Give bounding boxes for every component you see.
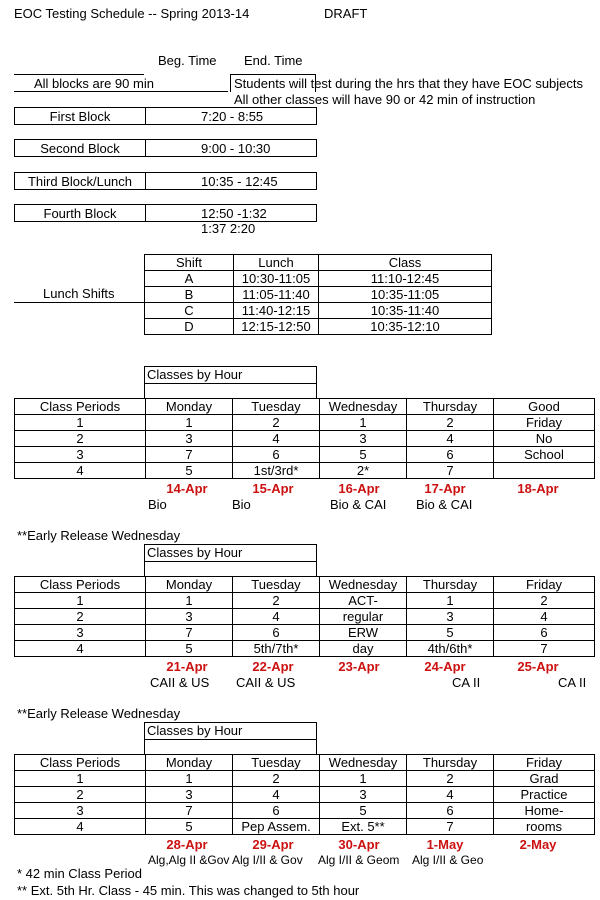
- extra-time: 1:37 2:20: [201, 221, 256, 236]
- schedule-cell: 3: [146, 431, 233, 447]
- schedule-cell: 1: [320, 415, 407, 431]
- eoc-subject-label: Bio & CAI: [416, 497, 473, 512]
- schedule-cell: ERW: [320, 625, 407, 641]
- block-time: 7:20 - 8:55: [201, 109, 264, 124]
- schedule-row: [15, 819, 595, 835]
- schedule-cell: 4: [233, 787, 320, 803]
- date-label: 21-Apr: [166, 659, 208, 674]
- lunch-cell: D: [145, 319, 234, 335]
- schedule-cell: 4: [15, 641, 146, 657]
- eoc-subject-label: CAII & US: [150, 675, 210, 690]
- schedule-cell: Home-: [494, 803, 595, 819]
- schedule-cell: 7: [407, 819, 494, 835]
- classes-by-hour-box: [144, 544, 317, 577]
- cell-divider: [145, 173, 146, 189]
- eoc-subject-label: CA II: [452, 675, 481, 690]
- draft-label: DRAFT: [324, 6, 368, 21]
- eoc-subject-label: Alg I/II & Gov: [232, 853, 303, 867]
- date-label: 30-Apr: [338, 837, 380, 852]
- schedule-cell: 7: [146, 803, 233, 819]
- date-label: 14-Apr: [166, 481, 208, 496]
- schedule-cell: Friday: [494, 755, 595, 771]
- block-name: Fourth Block: [43, 206, 117, 221]
- lunch-cell: C: [145, 303, 234, 319]
- schedule-cell: 7: [407, 463, 494, 479]
- classes-by-hour-label: Classes by Hour: [147, 545, 243, 560]
- schedule-cell: Wednesday: [320, 577, 407, 593]
- cell-divider: [145, 108, 146, 124]
- date-label: 16-Apr: [338, 481, 380, 496]
- schedule-cell: 7: [494, 641, 595, 657]
- schedule-row: [15, 463, 595, 479]
- block-name: First Block: [49, 109, 111, 124]
- rule: [14, 91, 228, 92]
- schedule-cell: 6: [494, 625, 595, 641]
- rule: [14, 302, 144, 303]
- others-note: All other classes will have 90 or 42 min of instruction: [234, 92, 536, 107]
- eoc-subject-label: CAII & US: [236, 675, 296, 690]
- lunch-cell: 11:05-11:40: [234, 287, 319, 303]
- date-label: 1-May: [426, 837, 464, 852]
- lunch-cell: Shift: [145, 255, 234, 271]
- date-label: 24-Apr: [424, 659, 466, 674]
- date-label: 17-Apr: [424, 481, 466, 496]
- schedule-row: [15, 447, 595, 463]
- date-label: 23-Apr: [338, 659, 380, 674]
- schedule-cell: 3: [146, 787, 233, 803]
- schedule-row: [15, 803, 595, 819]
- date-label: 29-Apr: [252, 837, 294, 852]
- lunch-cell: 10:35-11:05: [319, 287, 492, 303]
- block-row: [14, 107, 317, 125]
- lunch-row: [145, 287, 492, 303]
- date-label: 22-Apr: [252, 659, 294, 674]
- schedule-cell: 2: [233, 593, 320, 609]
- blocks-note: All blocks are 90 min: [34, 76, 154, 91]
- schedule-cell: regular: [320, 609, 407, 625]
- schedule-cell: 6: [407, 803, 494, 819]
- schedule-cell: 3: [320, 787, 407, 803]
- lunch-header-row: [145, 255, 492, 271]
- schedule-cell: day: [320, 641, 407, 657]
- lunch-cell: A: [145, 271, 234, 287]
- schedule-row: [15, 593, 595, 609]
- schedule-table: [14, 576, 595, 657]
- rule: [145, 561, 316, 562]
- lunch-row: [145, 303, 492, 319]
- schedule-cell: 1: [146, 415, 233, 431]
- schedule-cell: 4: [407, 431, 494, 447]
- schedule-cell: Thursday: [407, 399, 494, 415]
- schedule-cell: 5: [320, 447, 407, 463]
- schedule-cell: 7: [146, 625, 233, 641]
- schedule-cell: 5: [320, 803, 407, 819]
- schedule-cell: Practice: [494, 787, 595, 803]
- early-release-note: **Early Release Wednesday: [17, 706, 181, 721]
- schedule-cell: Tuesday: [233, 755, 320, 771]
- date-label: 18-Apr: [517, 481, 559, 496]
- schedule-row: [15, 641, 595, 657]
- block-time: 9:00 - 10:30: [201, 141, 271, 156]
- classes-by-hour-label: Classes by Hour: [147, 367, 243, 382]
- schedule-cell: No: [494, 431, 595, 447]
- schedule-cell: 2: [15, 609, 146, 625]
- date-label: 15-Apr: [252, 481, 294, 496]
- schedule-cell: 2*: [320, 463, 407, 479]
- schedule-cell: 4: [233, 609, 320, 625]
- schedule-cell: 1st/3rd*: [233, 463, 320, 479]
- eoc-subject-label: CA II: [558, 675, 587, 690]
- schedule-cell: 3: [15, 625, 146, 641]
- schedule-cell: rooms: [494, 819, 595, 835]
- rule: [145, 739, 316, 740]
- schedule-cell: 1: [146, 771, 233, 787]
- schedule-header-row: [15, 399, 595, 415]
- cell-divider: [145, 205, 146, 221]
- schedule-cell: 5: [146, 463, 233, 479]
- schedule-cell: Pep Assem.: [233, 819, 320, 835]
- schedule-cell: 3: [15, 803, 146, 819]
- schedule-cell: 2: [494, 593, 595, 609]
- schedule-cell: 2: [233, 415, 320, 431]
- lunch-cell: Class: [319, 255, 492, 271]
- end-time-header: End. Time: [244, 53, 303, 68]
- schedule-cell: 4: [15, 819, 146, 835]
- footnote-ext5: ** Ext. 5th Hr. Class - 45 min. This was changed to 5th hour: [17, 883, 360, 898]
- schedule-cell: 4: [494, 609, 595, 625]
- schedule-cell: Monday: [146, 755, 233, 771]
- schedule-cell: 5: [146, 641, 233, 657]
- schedule-cell: Class Periods: [15, 399, 146, 415]
- schedule-cell: Tuesday: [233, 399, 320, 415]
- early-release-note: **Early Release Wednesday: [17, 528, 181, 543]
- schedule-cell: 2: [15, 431, 146, 447]
- rule: [145, 383, 316, 384]
- lunch-table: [144, 254, 492, 335]
- block-row: [14, 139, 317, 157]
- classes-by-hour-box: [144, 366, 317, 399]
- lunch-cell: B: [145, 287, 234, 303]
- schedule-cell: 4th/6th*: [407, 641, 494, 657]
- block-row: [14, 172, 317, 190]
- schedule-table: [14, 398, 595, 479]
- rule: [14, 74, 144, 75]
- block-name: Second Block: [40, 141, 120, 156]
- schedule-row: [15, 431, 595, 447]
- schedule-header-row: [15, 577, 595, 593]
- schedule-cell: Thursday: [407, 577, 494, 593]
- beg-time-header: Beg. Time: [158, 53, 217, 68]
- date-label: 25-Apr: [517, 659, 559, 674]
- schedule-cell: 5: [407, 625, 494, 641]
- block-name: Third Block/Lunch: [27, 174, 133, 189]
- lunch-row: [145, 271, 492, 287]
- schedule-row: [15, 625, 595, 641]
- schedule-cell: Tuesday: [233, 577, 320, 593]
- schedule-cell: 5th/7th*: [233, 641, 320, 657]
- schedule-cell: Class Periods: [15, 755, 146, 771]
- lunch-cell: 12:15-12:50: [234, 319, 319, 335]
- eoc-subject-label: Alg I/II & Geo: [412, 853, 484, 867]
- block-row: [14, 204, 317, 222]
- schedule-cell: Monday: [146, 399, 233, 415]
- lunch-shifts-label: Lunch Shifts: [43, 286, 115, 301]
- schedule-cell: 4: [233, 431, 320, 447]
- schedule-row: [15, 771, 595, 787]
- schedule-row: [15, 415, 595, 431]
- lunch-row: [145, 319, 492, 335]
- eoc-subject-label: Bio: [232, 497, 251, 512]
- eoc-subject-label: Alg I/II & Geom: [318, 853, 400, 867]
- schedule-cell: 2: [407, 415, 494, 431]
- schedule-cell: 6: [233, 625, 320, 641]
- schedule-table: [14, 754, 595, 835]
- eoc-subject-label: Bio & CAI: [330, 497, 387, 512]
- lunch-cell: Lunch: [234, 255, 319, 271]
- date-label: 28-Apr: [166, 837, 208, 852]
- schedule-cell: [494, 463, 595, 479]
- schedule-cell: School: [494, 447, 595, 463]
- schedule-cell: Good: [494, 399, 595, 415]
- schedule-cell: Wednesday: [320, 755, 407, 771]
- schedule-cell: 6: [233, 803, 320, 819]
- schedule-row: [15, 609, 595, 625]
- footnote-42min: * 42 min Class Period: [17, 866, 142, 881]
- schedule-cell: 2: [233, 771, 320, 787]
- students-note: Students will test during the hrs that they have EOC subjects: [234, 76, 584, 91]
- schedule-cell: Thursday: [407, 755, 494, 771]
- schedule-cell: 3: [407, 609, 494, 625]
- schedule-cell: 5: [146, 819, 233, 835]
- classes-by-hour-label: Classes by Hour: [147, 723, 243, 738]
- schedule-cell: 3: [15, 447, 146, 463]
- schedule-cell: 1: [146, 593, 233, 609]
- schedule-cell: Friday: [494, 577, 595, 593]
- schedule-cell: Monday: [146, 577, 233, 593]
- cell-divider: [145, 140, 146, 156]
- schedule-cell: 6: [233, 447, 320, 463]
- schedule-cell: 6: [407, 447, 494, 463]
- schedule-cell: ACT-: [320, 593, 407, 609]
- schedule-cell: 1: [15, 415, 146, 431]
- schedule-cell: Grad: [494, 771, 595, 787]
- date-label: 2-May: [519, 837, 557, 852]
- lunch-cell: 11:10-12:45: [319, 271, 492, 287]
- schedule-cell: 3: [320, 431, 407, 447]
- schedule-row: [15, 787, 595, 803]
- schedule-cell: Wednesday: [320, 399, 407, 415]
- schedule-cell: Ext. 5**: [320, 819, 407, 835]
- schedule-cell: Class Periods: [15, 577, 146, 593]
- schedule-cell: 3: [146, 609, 233, 625]
- schedule-cell: 4: [15, 463, 146, 479]
- page-title: EOC Testing Schedule -- Spring 2013-14: [14, 6, 250, 21]
- schedule-cell: 4: [407, 787, 494, 803]
- block-time: 10:35 - 12:45: [201, 174, 278, 189]
- schedule-cell: 7: [146, 447, 233, 463]
- eoc-subject-label: Alg,Alg II &Gov: [148, 853, 230, 867]
- classes-by-hour-box: [144, 722, 317, 755]
- lunch-cell: 10:35-12:10: [319, 319, 492, 335]
- schedule-cell: 1: [15, 771, 146, 787]
- schedule-cell: 2: [15, 787, 146, 803]
- schedule-cell: 2: [407, 771, 494, 787]
- schedule-cell: Friday: [494, 415, 595, 431]
- schedule-cell: 1: [407, 593, 494, 609]
- schedule-cell: 1: [15, 593, 146, 609]
- lunch-cell: 11:40-12:15: [234, 303, 319, 319]
- block-time: 12:50 -1:32: [201, 206, 267, 221]
- lunch-cell: 10:35-11:40: [319, 303, 492, 319]
- lunch-cell: 10:30-11:05: [234, 271, 319, 287]
- schedule-cell: 1: [320, 771, 407, 787]
- schedule-header-row: [15, 755, 595, 771]
- eoc-subject-label: Bio: [148, 497, 167, 512]
